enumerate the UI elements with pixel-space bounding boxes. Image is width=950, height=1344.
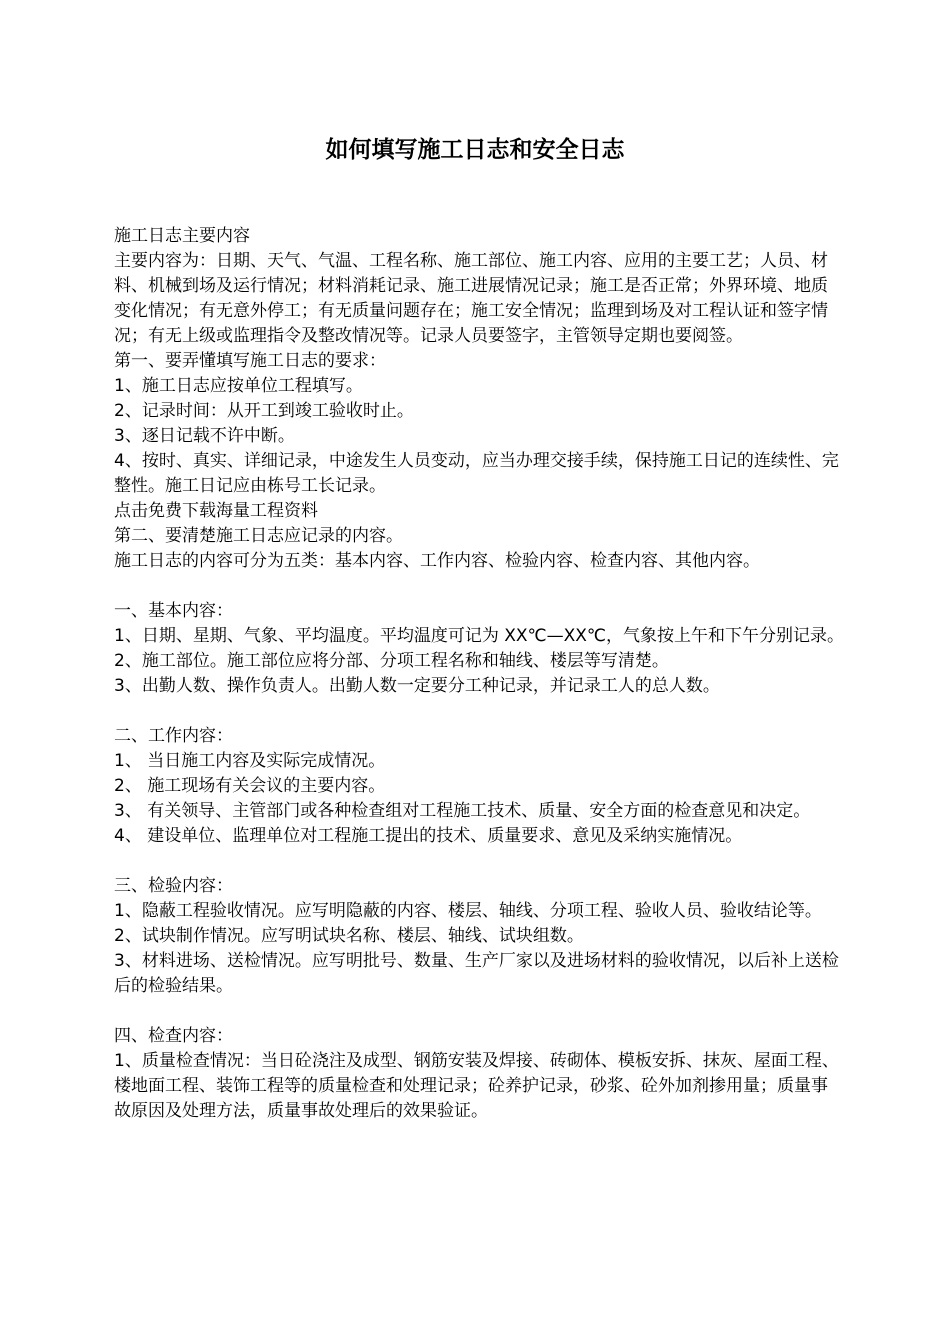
document-body (114, 224, 844, 1124)
section-heading: 二、工作内容： (114, 726, 233, 746)
download-link-text: 点击免费下载海量工程资料 (114, 501, 318, 521)
spacer (114, 999, 844, 1024)
list-item: 2、试块制作情况。应写明试块名称、楼层、轴线、试块组数。 (114, 926, 584, 946)
section-heading: 一、基本内容： (114, 601, 233, 621)
spacer (114, 574, 844, 599)
paragraph: 施工日志的内容可分为五类：基本内容、工作内容、检验内容、检查内容、其他内容。 (114, 551, 760, 571)
list-item: 2、记录时间：从开工到竣工验收时止。 (114, 401, 414, 421)
section-heading: 施工日志主要内容 (114, 226, 250, 246)
list-item: 1、施工日志应按单位工程填写。 (114, 376, 363, 396)
list-item: 3、材料进场、送检情况。应写明批号、数量、生产厂家以及进场材料的验收情况，以后补上送检后的检验结果。 (114, 951, 839, 996)
section-heading: 第二、要清楚施工日志应记录的内容。 (114, 526, 403, 546)
list-item: 3、出勤人数、操作负责人。出勤人数一定要分工种记录，并记录工人的总人数。 (114, 676, 720, 696)
list-item: 1、 当日施工内容及实际完成情况。 (114, 751, 386, 771)
section-heading: 三、检验内容： (114, 876, 233, 896)
list-item: 3、逐日记载不许中断。 (114, 426, 295, 446)
list-item: 2、 施工现场有关会议的主要内容。 (114, 776, 386, 796)
list-item: 3、 有关领导、主管部门或各种检查组对工程施工技术、质量、安全方面的检查意见和决定。 (114, 801, 811, 821)
section-heading: 四、检查内容： (114, 1026, 233, 1046)
list-item: 4、 建设单位、监理单位对工程施工提出的技术、质量要求、意见及采纳实施情况。 (114, 826, 743, 846)
document-title: 如何填写施工日志和安全日志 (325, 137, 625, 163)
spacer (114, 699, 844, 724)
list-item: 1、日期、星期、气象、平均温度。平均温度可记为 XX℃—XX℃，气象按上午和下午分别记录。 (114, 626, 844, 646)
list-item: 2、施工部位。施工部位应将分部、分项工程名称和轴线、楼层等写清楚。 (114, 651, 669, 671)
list-item: 1、质量检查情况：当日砼浇注及成型、钢筋安装及焊接、砖砌体、模板安拆、抹灰、屋面工程、楼地面工程、装饰工程等的质量检查和处理记录；砼养护记录，砂浆、砼外加剂掺用量；质量事故原因及处理方法，质量事故处理后的效果验证。 (114, 1051, 839, 1121)
list-item: 4、按时、真实、详细记录，中途发生人员变动，应当办理交接手续，保持施工日记的连续性、完整性。施工日记应由栋号工长记录。 (114, 451, 839, 496)
spacer (114, 849, 844, 874)
section-heading: 第一、要弄懂填写施工日志的要求： (114, 351, 386, 371)
paragraph: 主要内容为：日期、天气、气温、工程名称、施工部位、施工内容、应用的主要工艺；人员、材料、机械到场及运行情况；材料消耗记录、施工进展情况记录；施工是否正常；外界环境、地质变化情况；有无意外停工；有无质量问题存在；施工安全情况；监理到场及对工程认证和签字情况；有无上级或监理指令及整改情况等。记录人员要签字，主管领导定期也要阅签。 (114, 251, 828, 346)
list-item: 1、隐蔽工程验收情况。应写明隐蔽的内容、楼层、轴线、分项工程、验收人员、验收结论等。 (114, 901, 822, 921)
